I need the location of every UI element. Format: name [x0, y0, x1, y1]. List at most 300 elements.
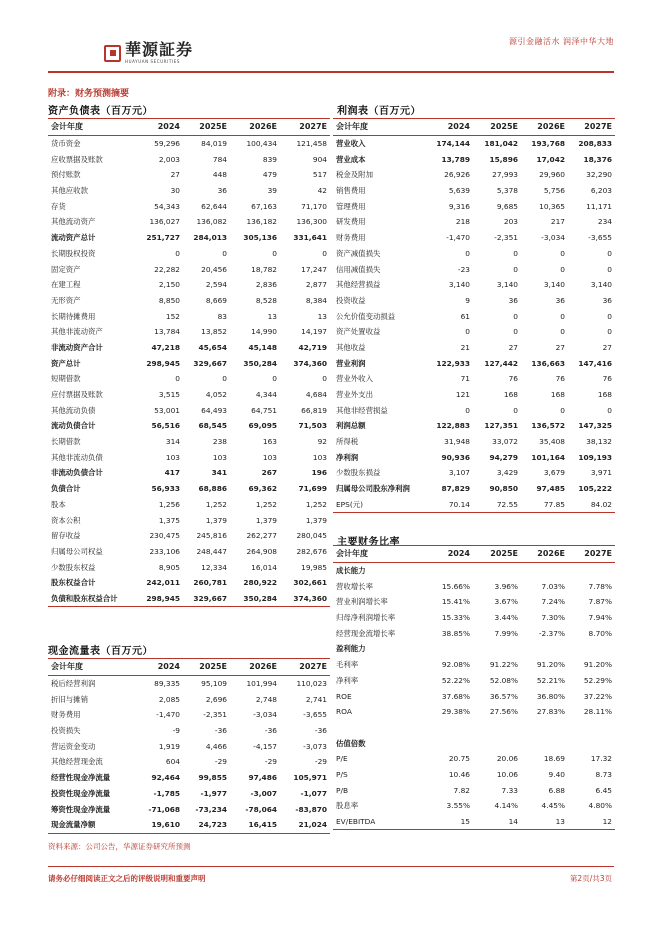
row-value: 14,990: [251, 327, 277, 337]
table-row: [333, 387, 615, 403]
row-value: 0: [272, 248, 277, 258]
table-row: [333, 814, 615, 830]
table-row: [333, 308, 615, 324]
column-header-year: 2027E: [280, 119, 330, 136]
row-value: 3.96%: [494, 581, 518, 591]
row-value: 103: [212, 452, 227, 462]
row-label: 财务费用: [51, 710, 81, 720]
row-value: 260,781: [193, 578, 227, 588]
row-value: -3,073: [303, 741, 327, 751]
row-label: 其他流动资产: [51, 217, 96, 227]
balance-sheet-table: [48, 118, 330, 607]
row-value: 26,926: [444, 170, 470, 180]
row-value: [473, 735, 521, 751]
row-value: 38,132: [586, 437, 612, 447]
row-value: 99,855: [198, 773, 227, 783]
row-value: -29: [264, 757, 277, 767]
row-value: 9,685: [496, 201, 518, 211]
row-value: 27: [555, 342, 565, 352]
table-row: [48, 465, 330, 481]
income-statement-table: [333, 118, 615, 513]
row-label: 营业利润增长率: [336, 597, 388, 607]
row-value: 94,279: [489, 452, 518, 462]
row-value: 218: [455, 217, 470, 227]
row-label: 股息率: [336, 801, 359, 811]
row-value: 1,252: [305, 499, 327, 509]
row-value: [473, 562, 521, 578]
row-value: 70.14: [429, 497, 473, 513]
row-value: 234: [597, 217, 612, 227]
row-value: 0: [607, 248, 612, 258]
row-value: 0: [560, 248, 565, 258]
row-label: 负债和股东权益合计: [48, 591, 136, 607]
row-value: -1,785: [153, 788, 180, 798]
row-value: 0: [607, 327, 612, 337]
row-value: 100,434: [246, 139, 277, 149]
table-row: [48, 544, 330, 560]
row-label: 在建工程: [51, 280, 81, 290]
row-value: 15.66%: [441, 581, 470, 591]
table-row: [48, 198, 330, 214]
table-row: [333, 135, 615, 151]
table-row: [48, 355, 330, 371]
row-label: 经营现金流增长率: [336, 628, 396, 638]
column-header-year: 2026E: [521, 546, 568, 563]
row-label: 净利率: [336, 675, 359, 685]
row-value: 839: [262, 154, 277, 164]
row-value: 84.02: [568, 497, 615, 513]
table-row: [333, 625, 615, 641]
row-label: 短期借款: [51, 374, 81, 384]
row-value: 2,085: [158, 694, 180, 704]
row-value: 0: [607, 405, 612, 415]
table-row: [48, 246, 330, 262]
row-value: 95,109: [201, 679, 227, 689]
table-row: [48, 559, 330, 575]
row-value: 0: [513, 311, 518, 321]
table-row: [48, 528, 330, 544]
column-header-year: 2026E: [230, 119, 280, 136]
row-value: 0: [513, 248, 518, 258]
table-row: [333, 641, 615, 657]
row-label: 存货: [51, 201, 66, 211]
row-value: -78,064: [245, 804, 277, 814]
row-value: 36: [602, 295, 612, 305]
row-value: 103: [165, 452, 180, 462]
table-row: [48, 786, 330, 802]
row-value: 0: [465, 248, 470, 258]
row-value: 7.24%: [541, 597, 565, 607]
row-value: 230,475: [149, 531, 180, 541]
table-row: [48, 481, 330, 497]
row-value: 280,922: [243, 578, 277, 588]
row-value: 32,290: [586, 170, 612, 180]
row-value: -71,068: [148, 804, 180, 814]
row-value: 3.67%: [494, 597, 518, 607]
row-value: 248,447: [196, 546, 227, 556]
row-value: 8.73: [595, 769, 612, 779]
row-value: 6.45: [595, 785, 612, 795]
row-value: 20,456: [201, 264, 227, 274]
row-value: 12: [568, 814, 615, 830]
column-header-year: 2027E: [568, 119, 615, 136]
page-number: 第2页/共3页: [569, 874, 612, 883]
row-value: -29: [314, 757, 327, 767]
row-value: -4,157: [253, 741, 277, 751]
table-row: [333, 277, 615, 293]
row-value: 136,082: [196, 217, 227, 227]
table-row: [333, 324, 615, 340]
row-value: 136,663: [531, 358, 565, 368]
row-value: 6,203: [590, 186, 612, 196]
row-value: 29.38%: [441, 707, 470, 717]
table-row: [333, 167, 615, 183]
column-header-year: 2024: [429, 119, 473, 136]
row-value: 27: [508, 342, 518, 352]
row-value: 3,429: [496, 468, 518, 478]
row-label: 公允价值变动损益: [336, 311, 396, 321]
row-value: 251,727: [146, 233, 180, 243]
row-label: P/B: [336, 785, 349, 795]
row-value: 42: [317, 186, 327, 196]
row-label: [333, 720, 429, 736]
table-row: [48, 738, 330, 754]
row-value: 217: [550, 217, 565, 227]
table-row: [333, 151, 615, 167]
row-label: 少数股东权益: [51, 562, 96, 572]
row-value: 168: [550, 390, 565, 400]
table-row: [48, 449, 330, 465]
table-row: [48, 183, 330, 199]
table-row: [333, 214, 615, 230]
row-label: 投资性现金净流量: [51, 788, 111, 798]
row-value: 47,218: [151, 342, 180, 352]
row-value: 103: [262, 452, 277, 462]
row-value: 4,684: [305, 390, 327, 400]
row-value: 2,150: [158, 280, 180, 290]
row-value: 5,756: [543, 186, 565, 196]
row-value: 784: [212, 154, 227, 164]
row-value: -29: [214, 757, 227, 767]
table-row: [48, 167, 330, 183]
row-value: 17.32: [590, 754, 612, 764]
row-value: 8,669: [205, 295, 227, 305]
row-value: 15: [429, 814, 473, 830]
row-label: ROE: [336, 691, 352, 701]
row-value: [429, 641, 473, 657]
appendix-title: 附录：财务预测摘要: [48, 89, 130, 99]
row-value: 417: [164, 468, 180, 478]
row-value: 331,641: [293, 233, 327, 243]
row-label: 营业外支出: [336, 390, 373, 400]
table-row: [48, 135, 330, 151]
table-row: [333, 720, 615, 736]
table-header-row: [48, 119, 330, 136]
row-value: 61: [460, 311, 470, 321]
row-value: 7.94%: [588, 613, 612, 623]
table-row: [48, 308, 330, 324]
table-header-row: [333, 119, 615, 136]
row-value: 39: [267, 186, 277, 196]
table-row: [48, 575, 330, 591]
row-value: 5,378: [496, 186, 518, 196]
row-value: 2,741: [305, 694, 327, 704]
table-row: [333, 402, 615, 418]
row-value: 64,751: [251, 405, 277, 415]
row-value: 64,493: [201, 405, 227, 415]
row-value: 168: [597, 390, 612, 400]
row-value: 3,107: [448, 468, 470, 478]
row-value: 147,416: [578, 358, 612, 368]
table-row: [333, 261, 615, 277]
row-value: 448: [212, 170, 227, 180]
row-value: [429, 735, 473, 751]
column-header-year: 2025E: [473, 119, 521, 136]
row-value: [568, 562, 615, 578]
table-row: [48, 723, 330, 739]
row-value: 1,379: [255, 515, 277, 525]
row-label: 非流动负债合计: [51, 468, 103, 478]
row-value: 1,252: [205, 499, 227, 509]
row-label: 经营性现金净流量: [51, 773, 111, 783]
row-value: 280,045: [296, 531, 327, 541]
column-header-label: 会计年度: [333, 546, 429, 563]
row-label: 毛利率: [336, 660, 359, 670]
row-value: 193,768: [531, 139, 565, 149]
row-value: 3,140: [448, 280, 470, 290]
row-label: 税金及附加: [336, 170, 373, 180]
row-label: EPS(元): [333, 497, 429, 513]
row-label: 资产总计: [51, 358, 81, 368]
column-header-year: 2025E: [473, 546, 521, 563]
row-value: 110,023: [296, 679, 327, 689]
row-value: 15.33%: [441, 613, 470, 623]
table-row: [333, 688, 615, 704]
row-value: 127,351: [484, 421, 518, 431]
table-row: [48, 497, 330, 513]
row-value: 14: [473, 814, 521, 830]
row-value: 0: [175, 374, 180, 384]
row-value: 13,852: [201, 327, 227, 337]
row-value: 0: [465, 405, 470, 415]
row-value: 17,247: [301, 264, 327, 274]
row-value: [568, 735, 615, 751]
row-value: 11,171: [586, 201, 612, 211]
table-row: [333, 767, 615, 783]
row-value: -83,870: [295, 804, 327, 814]
row-value: 0: [322, 248, 327, 258]
ratios-table: [333, 545, 615, 830]
row-value: 242,011: [146, 578, 180, 588]
row-value: 4.80%: [588, 801, 612, 811]
row-value: 66,819: [301, 405, 327, 415]
row-value: 53,001: [154, 405, 180, 415]
row-value: 52.22%: [441, 675, 470, 685]
header-slogan: 源引金融活水 润泽中华大地: [508, 37, 614, 46]
row-value: -36: [314, 726, 327, 736]
table-row: [48, 418, 330, 434]
row-value: 12,334: [201, 562, 227, 572]
row-value: 8.70%: [588, 628, 612, 638]
row-label: 应付票据及账款: [51, 390, 103, 400]
row-label: 股东权益合计: [51, 578, 96, 588]
row-value: 3,515: [158, 390, 180, 400]
table-row: [333, 293, 615, 309]
row-label: 净利润: [336, 452, 359, 462]
row-value: 479: [262, 170, 277, 180]
table-row: [48, 340, 330, 356]
table-row: [48, 230, 330, 246]
logo-mark-icon: [104, 45, 121, 62]
row-value: 350,284: [243, 358, 277, 368]
row-value: 163: [262, 437, 277, 447]
table-row: [48, 754, 330, 770]
table-row: [48, 402, 330, 418]
row-value: 92.08%: [441, 660, 470, 670]
row-value: 341: [211, 468, 227, 478]
table-row: [333, 782, 615, 798]
row-value: -3,034: [541, 233, 565, 243]
row-value: 19,985: [301, 562, 327, 572]
table-header-row: [48, 659, 330, 676]
row-value: 3,140: [496, 280, 518, 290]
row-value: [473, 720, 521, 736]
row-value: 59,296: [154, 139, 180, 149]
row-label: 所得税: [336, 437, 359, 447]
row-value: 15.41%: [441, 597, 470, 607]
table-row: [48, 691, 330, 707]
row-label: 长期借款: [51, 437, 81, 447]
table-row: [48, 214, 330, 230]
row-value: 13: [267, 311, 277, 321]
row-value: 136,300: [296, 217, 327, 227]
table-row: [48, 707, 330, 723]
row-value: -3,655: [588, 233, 612, 243]
row-value: 2,594: [205, 280, 227, 290]
row-value: 105,222: [578, 484, 612, 494]
row-value: [521, 562, 568, 578]
row-value: 54,343: [154, 201, 180, 211]
column-header-label: 会计年度: [48, 659, 136, 676]
row-value: 329,667: [193, 358, 227, 368]
row-value: 45,148: [248, 342, 277, 352]
row-value: 0: [465, 327, 470, 337]
row-value: 13,784: [154, 327, 180, 337]
column-header-year: 2027E: [568, 546, 615, 563]
row-value: 30: [170, 186, 180, 196]
row-label: 其他流动负债: [51, 405, 96, 415]
table-row: [333, 183, 615, 199]
row-value: 9,316: [448, 201, 470, 211]
row-value: 3,971: [590, 468, 612, 478]
row-value: 72.55: [473, 497, 521, 513]
table-row: [48, 371, 330, 387]
row-value: 16,415: [230, 817, 280, 833]
row-value: 3,140: [543, 280, 565, 290]
row-value: 42,719: [298, 342, 327, 352]
table-row: [333, 657, 615, 673]
row-label: 财务费用: [336, 233, 366, 243]
row-label: 盈利能力: [336, 644, 366, 654]
row-value: 121: [455, 390, 470, 400]
row-value: [521, 641, 568, 657]
row-value: 4.14%: [494, 801, 518, 811]
row-label: 长期待摊费用: [51, 311, 96, 321]
row-value: 52.29%: [583, 675, 612, 685]
row-value: 329,667: [183, 591, 230, 607]
row-value: 14,197: [301, 327, 327, 337]
row-value: 105,971: [293, 773, 327, 783]
row-value: 101,994: [246, 679, 277, 689]
row-value: 37.68%: [441, 691, 470, 701]
table-row: [333, 340, 615, 356]
row-value: 20.06: [496, 754, 518, 764]
row-label: 归属母公司权益: [51, 546, 103, 556]
row-label: 资产减值损失: [336, 248, 381, 258]
row-value: 305,136: [243, 233, 277, 243]
row-value: 28.11%: [583, 707, 612, 717]
row-value: 13: [317, 311, 327, 321]
row-value: 0: [560, 264, 565, 274]
table-row: [333, 246, 615, 262]
row-value: 196: [311, 468, 327, 478]
row-label: 信用减值损失: [336, 264, 381, 274]
row-value: 76: [555, 374, 565, 384]
row-value: 17,042: [536, 154, 565, 164]
row-value: 174,144: [436, 139, 470, 149]
row-value: 374,360: [280, 591, 330, 607]
table-row: [48, 151, 330, 167]
row-value: 168: [503, 390, 518, 400]
table-row: [333, 578, 615, 594]
row-value: 604: [165, 757, 180, 767]
table-row: [48, 277, 330, 293]
row-value: -1,077: [300, 788, 327, 798]
table-row: [48, 324, 330, 340]
row-label: 非流动资产合计: [51, 342, 103, 352]
row-label: 筹资性现金净流量: [51, 804, 111, 814]
row-label: 营业收入: [336, 139, 366, 149]
row-value: 0: [222, 374, 227, 384]
row-value: 7.33: [501, 785, 518, 795]
row-value: [521, 720, 568, 736]
cash-flow-title: 现金流量表（百万元）: [48, 646, 153, 657]
row-value: 4,052: [205, 390, 227, 400]
row-value: 2,836: [255, 280, 277, 290]
row-value: 38.85%: [441, 628, 470, 638]
row-value: 36.57%: [489, 691, 518, 701]
row-value: 36: [217, 186, 227, 196]
row-value: [429, 562, 473, 578]
row-value: 7.99%: [494, 628, 518, 638]
table-row: [48, 512, 330, 528]
row-label: 营业外收入: [336, 374, 373, 384]
row-value: 3.55%: [446, 801, 470, 811]
row-value: 0: [513, 405, 518, 415]
row-value: 62,644: [201, 201, 227, 211]
column-header-year: 2026E: [521, 119, 568, 136]
row-value: 27.83%: [536, 707, 565, 717]
row-value: 67,163: [251, 201, 277, 211]
row-value: -23: [457, 264, 470, 274]
row-value: 136,572: [531, 421, 565, 431]
row-label: 资本公积: [51, 515, 81, 525]
row-value: 56,933: [151, 484, 180, 494]
row-label: 投资收益: [336, 295, 366, 305]
row-label: 预付账款: [51, 170, 81, 180]
row-value: 68,886: [198, 484, 227, 494]
row-value: 92,464: [151, 773, 180, 783]
